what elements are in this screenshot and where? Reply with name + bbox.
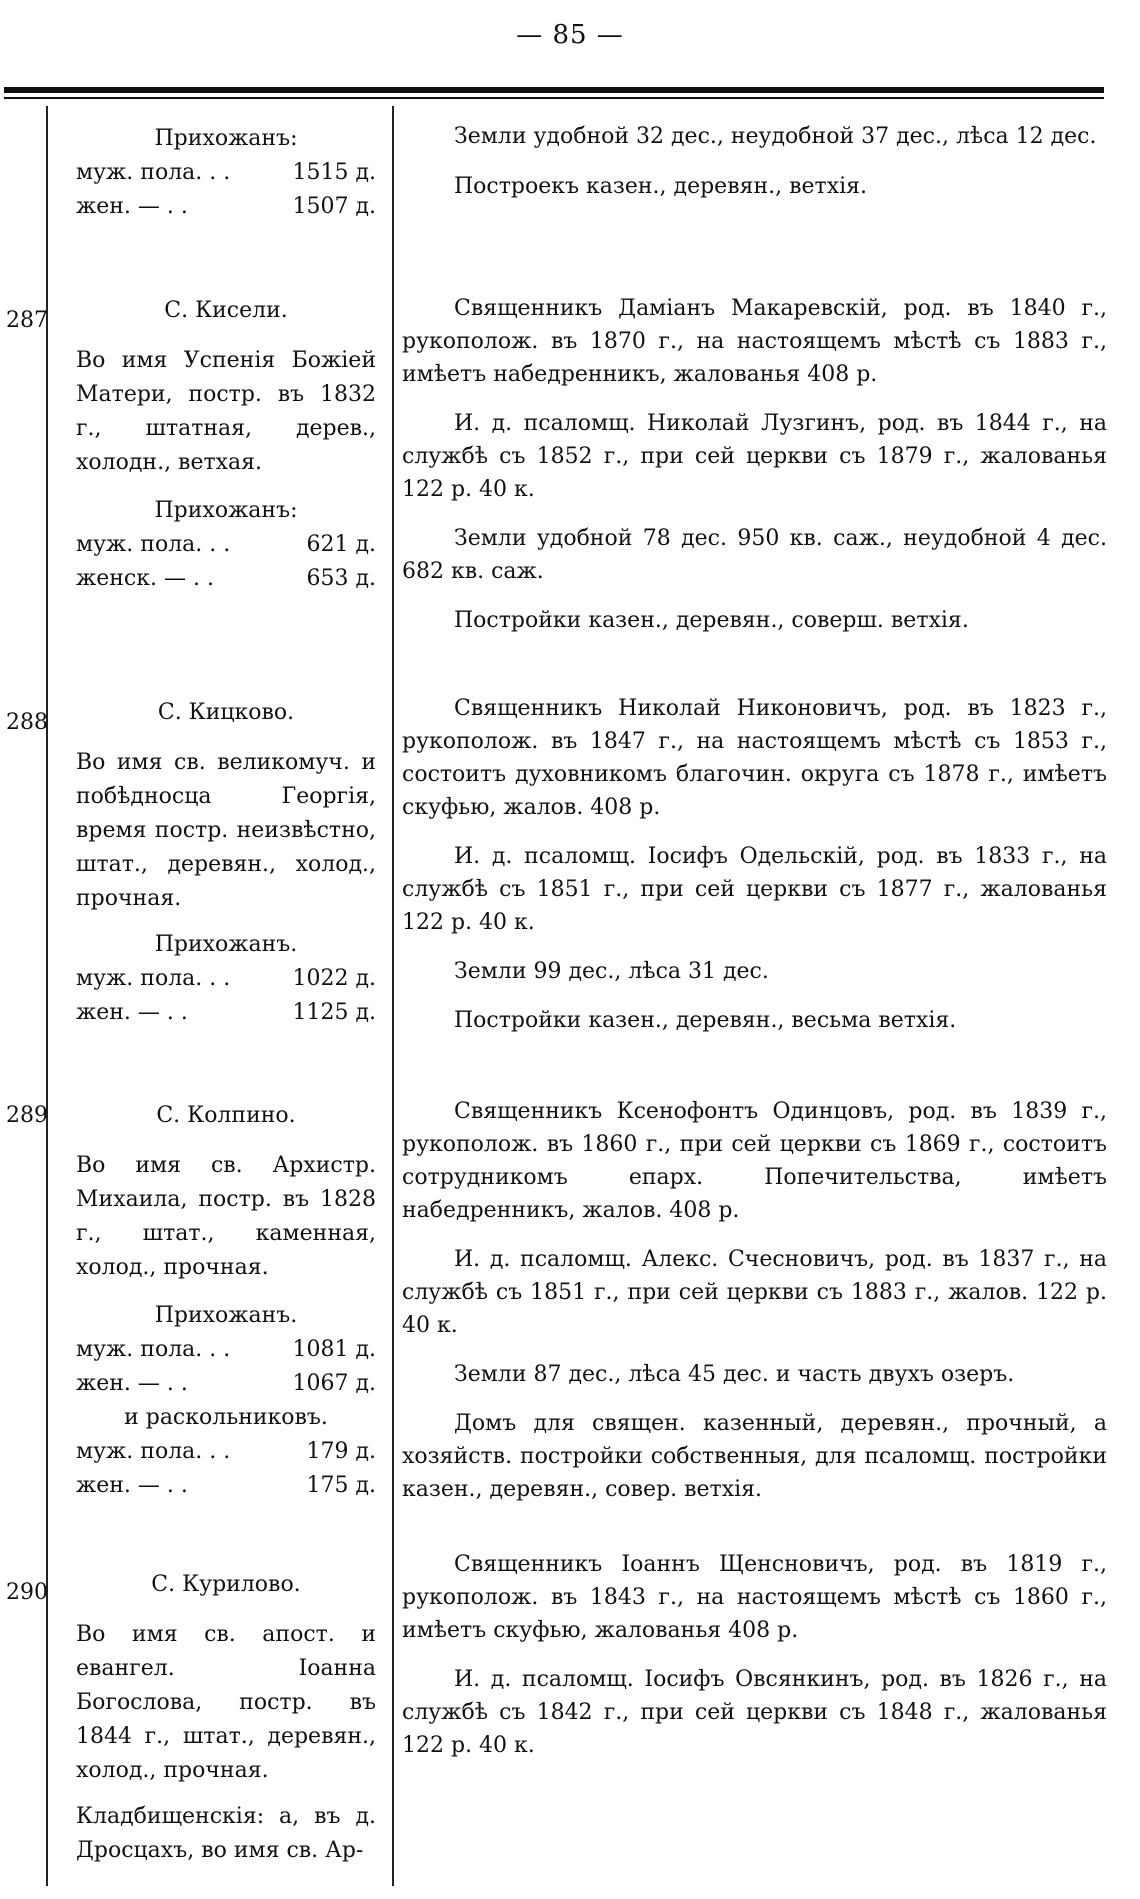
female-count-row: жен. — . . 1125 д. (76, 1000, 376, 1025)
dissenters-label: и раскольниковъ. (124, 1405, 328, 1430)
dissenters-male-row: муж. пола. . . 179 д. (76, 1439, 376, 1464)
church-description: Во имя св. апост. и евангел. Іоанна Богослова, постр. въ 1844 г., штат., деревян., холод., прочная. (76, 1622, 376, 1783)
entry-clergy-info (402, 1095, 1107, 1506)
parishioners-label: Прихожанъ: (154, 126, 298, 151)
village-name: С. Кисели. (164, 298, 288, 323)
church-description: Во имя св. великомуч. и побѣдносца Георгія, время постр. неизвѣстно, штат., деревян., холод., прочная. (76, 750, 376, 911)
psalmist-text: И. д. псаломщ. Іосифъ Овсянкинъ, род. въ 1826 г., на службѣ съ 1842 г., при сей церкви съ 1848 г., жалованья 122 р. 40 к. (402, 1667, 1107, 1758)
psalmist-text: И. д. псаломщ. Алекс. Счесновичъ, род. въ 1837 г., на службѣ съ 1851 г., при сей церкви съ 1883 г., жалов. 122 р. 40 к. (402, 1247, 1107, 1338)
female-count-row: жен. — . . 1507 д. (76, 194, 376, 219)
entry-number: 288 (6, 710, 48, 735)
village-name: С. Курилово. (151, 1572, 301, 1597)
priest-text: Священникъ Іоаннъ Щенсновичъ, род. въ 1819 г., рукополож. въ 1843 г., на настоящемъ мѣстѣ съ 1860 г., имѣетъ скуфью, жалованья 408 р. (402, 1552, 1107, 1643)
female-count-row: женск. — . . 653 д. (76, 566, 376, 591)
village-name: С. Кицково. (157, 700, 295, 725)
entry-number: 289 (6, 1103, 48, 1128)
page-number: — 85 — (516, 20, 624, 50)
header-rule-thin (4, 97, 1104, 99)
column-divider-middle (392, 106, 394, 1886)
church-description: Во имя св. Архистр. Михаила, постр. въ 1828 г., штат., каменная, холод., прочная. (76, 1153, 376, 1280)
parishioners-label: Прихожанъ: (154, 498, 298, 523)
entry-clergy-info (402, 692, 1107, 1037)
buildings-text: Построекъ казен., деревян., ветхія. (454, 174, 868, 199)
entry-church-info (76, 1568, 376, 1868)
entry-church-info (76, 696, 376, 1030)
priest-text: Священникъ Даміанъ Макаревскій, род. въ 1840 г., рукополож. въ 1870 г., на настоящемъ мѣстѣ съ 1883 г., имѣетъ набедренникъ, жалованья 408 р. (402, 296, 1107, 387)
priest-text: Священникъ Николай Никоновичъ, род. въ 1823 г., рукополож. въ 1847 г., на настоящемъ мѣстѣ съ 1853 г., состоитъ духовникомъ благочин. округа съ 1878 г., имѣетъ скуфью, жалов. 408 р. (402, 696, 1107, 820)
male-count-row: муж. пола. . . 1081 д. (76, 1337, 376, 1362)
column-divider-left (46, 106, 48, 1886)
header-rule (4, 87, 1104, 93)
land-text: Земли удобной 78 дес. 950 кв. саж., неудобной 4 дес. 682 кв. саж. (402, 526, 1107, 584)
land-text: Земли удобной 32 дес., неудобной 37 дес., лѣса 12 дес. (454, 124, 1097, 149)
male-count-row: муж. пола. . . 1022 д. (76, 966, 376, 991)
entry-clergy-info (402, 292, 1107, 637)
entry-church-info (76, 294, 376, 596)
male-count-row: муж. пола. . . 621 д. (76, 532, 376, 557)
priest-text: Священникъ Ксенофонтъ Одинцовъ, род. въ 1839 г., рукополож. въ 1860 г., при сей церкви съ 1869 г., состоитъ сотрудникомъ епарх. Попечительства, имѣетъ набедренникъ, жалов. 408 р. (402, 1099, 1107, 1223)
male-count-row: муж. пола. . . 1515 д. (76, 160, 376, 185)
female-count-row: жен. — . . 1067 д. (76, 1371, 376, 1396)
dissenters-female-row: жен. — . . 175 д. (76, 1473, 376, 1498)
parishioners-label: Прихожанъ. (154, 932, 298, 957)
parishioners-label: Прихожанъ. (154, 1303, 298, 1328)
cemetery-churches: Кладбищенскія: а, въ д. Дросцахъ, во имя св. Ар- (76, 1804, 376, 1863)
buildings-text: Домъ для священ. казенный, деревян., прочный, а хозяйств. постройки собственныя, для псаломщ. постройки казен., деревян., совер. ветхія. (402, 1411, 1107, 1502)
continuation-parishioners (76, 122, 376, 224)
entry-church-info (76, 1099, 376, 1503)
entry-clergy-info (402, 1548, 1107, 1762)
entry-number: 287 (6, 308, 48, 333)
buildings-text: Постройки казен., деревян., весьма ветхія. (454, 1008, 957, 1033)
village-name: С. Колпино. (156, 1103, 296, 1128)
psalmist-text: И. д. псаломщ. Іосифъ Одельскій, род. въ 1833 г., на службѣ съ 1851 г., при сей церкви съ 1877 г., жалованья 122 р. 40 к. (402, 844, 1107, 935)
church-description: Во имя Успенія Божіей Матери, постр. въ 1832 г., штатная, дерев., холодн., ветхая. (76, 348, 376, 475)
psalmist-text: И. д. псаломщ. Николай Лузгинъ, род. въ 1844 г., на службѣ съ 1852 г., при сей церкви съ 1879 г., жалованья 122 р. 40 к. (402, 411, 1107, 502)
buildings-text: Постройки казен., деревян., соверш. ветхія. (454, 608, 969, 633)
land-text: Земли 99 дес., лѣса 31 дес. (454, 959, 769, 984)
entry-number: 290 (6, 1580, 48, 1605)
continuation-details (402, 120, 1107, 203)
land-text: Земли 87 дес., лѣса 45 дес. и часть двухъ озеръ. (454, 1362, 1015, 1387)
